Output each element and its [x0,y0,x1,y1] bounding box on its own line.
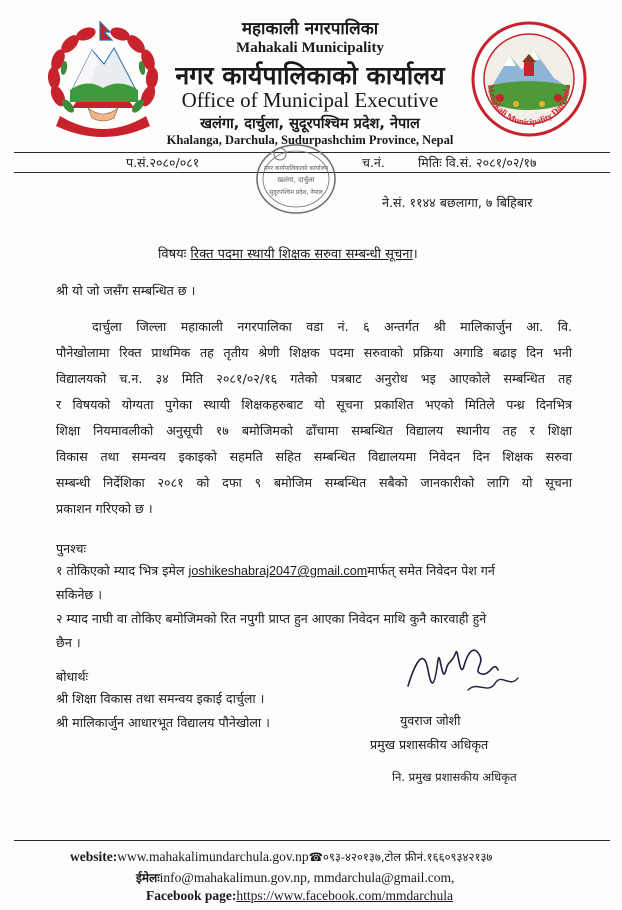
facebook-label: Facebook page: [146,888,237,903]
dispatch-number: च.नं. [362,155,385,170]
postscript-item-1-suffix: मार्फत् समेत निवेदन पेश गर्न [367,563,495,578]
email-label: ईमेलः [136,871,160,885]
website-link[interactable]: www.mahakalimundarchula.gov.np [117,849,309,864]
stamp-line-1: नगर कार्यपालिकाको कार्यालय [263,165,329,172]
body-line-5: शिक्षा नियमावलीको अनुसूची १७ बमोजिमको ढाँचामा सम्बन्धित विद्यालय स्थानीय तह र शिक्षा [56,423,572,438]
cc-item-2: श्री मालिकार्जुन आधारभूत विद्यालय पौनेखोला । [56,715,270,730]
body-line-7: सम्बन्धी निर्देशिका २०८१ को दफा ९ बमोजिम सम्बन्धित सबैको जानकारीको लागि यो सूचना [56,475,572,490]
postscript-item-2: २ म्याद नाघी वा तोकिए बमोजिमको रित नपुगी प्राप्त हुन आएका निवेदन माथि कुनै कारवाही हुने [56,611,487,626]
address-ne: खलंगा, दार्चुला, सुदूरपश्चिम प्रदेश, नेपाल [200,116,420,132]
website-label: website: [70,849,118,864]
subject-end: । [412,247,418,262]
subject-label: विषयः [158,247,187,262]
office-stamp [254,142,338,216]
footer-facebook-line [146,888,453,904]
cc-item-1: श्री शिक्षा विकास तथा समन्वय इकाई दार्चुला । [56,691,265,706]
salutation: श्री यो जो जसँग सम्बन्धित छ । [56,283,196,298]
body-line-8: प्रकाशन गरिएको छ । [56,501,153,516]
office-title-ne: नगर कार्यपालिकाको कार्यालय [175,61,445,90]
municipality-title-en: Mahakali Municipality [236,40,384,56]
postscript-label: पुनश्चः [56,541,87,556]
footer-email-line [136,869,454,886]
postscript-item-1-cont: सकिनेछ । [56,587,103,602]
contact-email-link[interactable]: joshikeshabraj2047@gmail.com [188,564,368,578]
body-line-1: दार्चुला जिल्ला महाकाली नगरपालिका वडा नं. ६ अन्तर्गत श्री मालिकार्जुन आ. वि. [92,319,572,334]
footer-contact-line [70,849,492,865]
body-line-3: विद्यालयको च.न. ३४ मिति २०८१/०२/१६ गतेको पत्रबाट अनुरोध भइ आएकोले सम्बन्धित तह [56,371,572,386]
cc-label: बोधार्थः [56,669,89,684]
seal-ring-text: Mahakali Municipality Darchula [485,83,573,128]
signatory-acting: नि. प्रमुख प्रशासकीय अधिकृत [392,770,517,784]
municipality-title-ne: महाकाली नगरपालिका [241,19,379,39]
letter-date: मितिः वि.सं. २०८१/०२/१७ [418,155,537,170]
body-line-6: विकास तथा समन्वय इकाइको सहमति सहित सम्बन्धित विद्यालयमा निवेदन दिन शिक्षक सरुवा [56,449,572,464]
reference-number: प.सं.२०८०/०८१ [126,155,200,170]
signatory-name: युवराज जोशी [400,713,461,728]
stamp-line-3: सुदूरपश्चिम प्रदेश, नेपाल [269,189,323,196]
body-line-2: पौनेखोलामा रिक्त प्राथमिक तह तृतीय श्रेणी शिक्षक पदमा सरुवाको प्रक्रिया अगाडि बढाइ दिन भनी [56,345,572,360]
body-line-4: र विषयको योग्यता पुगेका स्थायी शिक्षकहरुबाट यो सूचना प्रकाशित भएको मितिले पन्ध्र दिनभित्र [56,397,572,412]
office-title-en: Office of Municipal Executive [181,88,439,112]
address-en: Khalanga, Darchula, Sudurpashchim Province, Nepal [166,133,454,147]
subject-line [158,244,418,262]
handwritten-signature [398,630,528,710]
email-addresses[interactable]: info@mahakalimun.gov.np, mmdarchula@gmail.com, [159,870,455,885]
stamp-line-2: खलंगा, दार्चुला [277,176,315,184]
nepal-sambat-date: ने.सं. ११४४ बछलागा, ७ बिहिबार [382,195,533,210]
signatory-title: प्रमुख प्रशासकीय अधिकृत [370,737,489,752]
facebook-link[interactable]: https://www.facebook.com/mmdarchula [236,888,453,903]
municipality-seal-icon [470,20,588,138]
postscript-item-1-prefix: १ तोकिएको म्याद भित्र इमेल [56,563,185,578]
subject-text: रिक्त पदमा स्थायी शिक्षक सरुवा सम्बन्धी सूचना [190,247,413,262]
nepal-emblem-icon [42,20,164,138]
footer-rule [14,840,610,841]
postscript-item-2-cont: छैन । [56,635,81,650]
postscript-item-1 [56,562,495,579]
phone-number: ☎०९३-४२०१३७,टोल फ्रीनं.१६६०९३४२१३७ [308,850,493,864]
